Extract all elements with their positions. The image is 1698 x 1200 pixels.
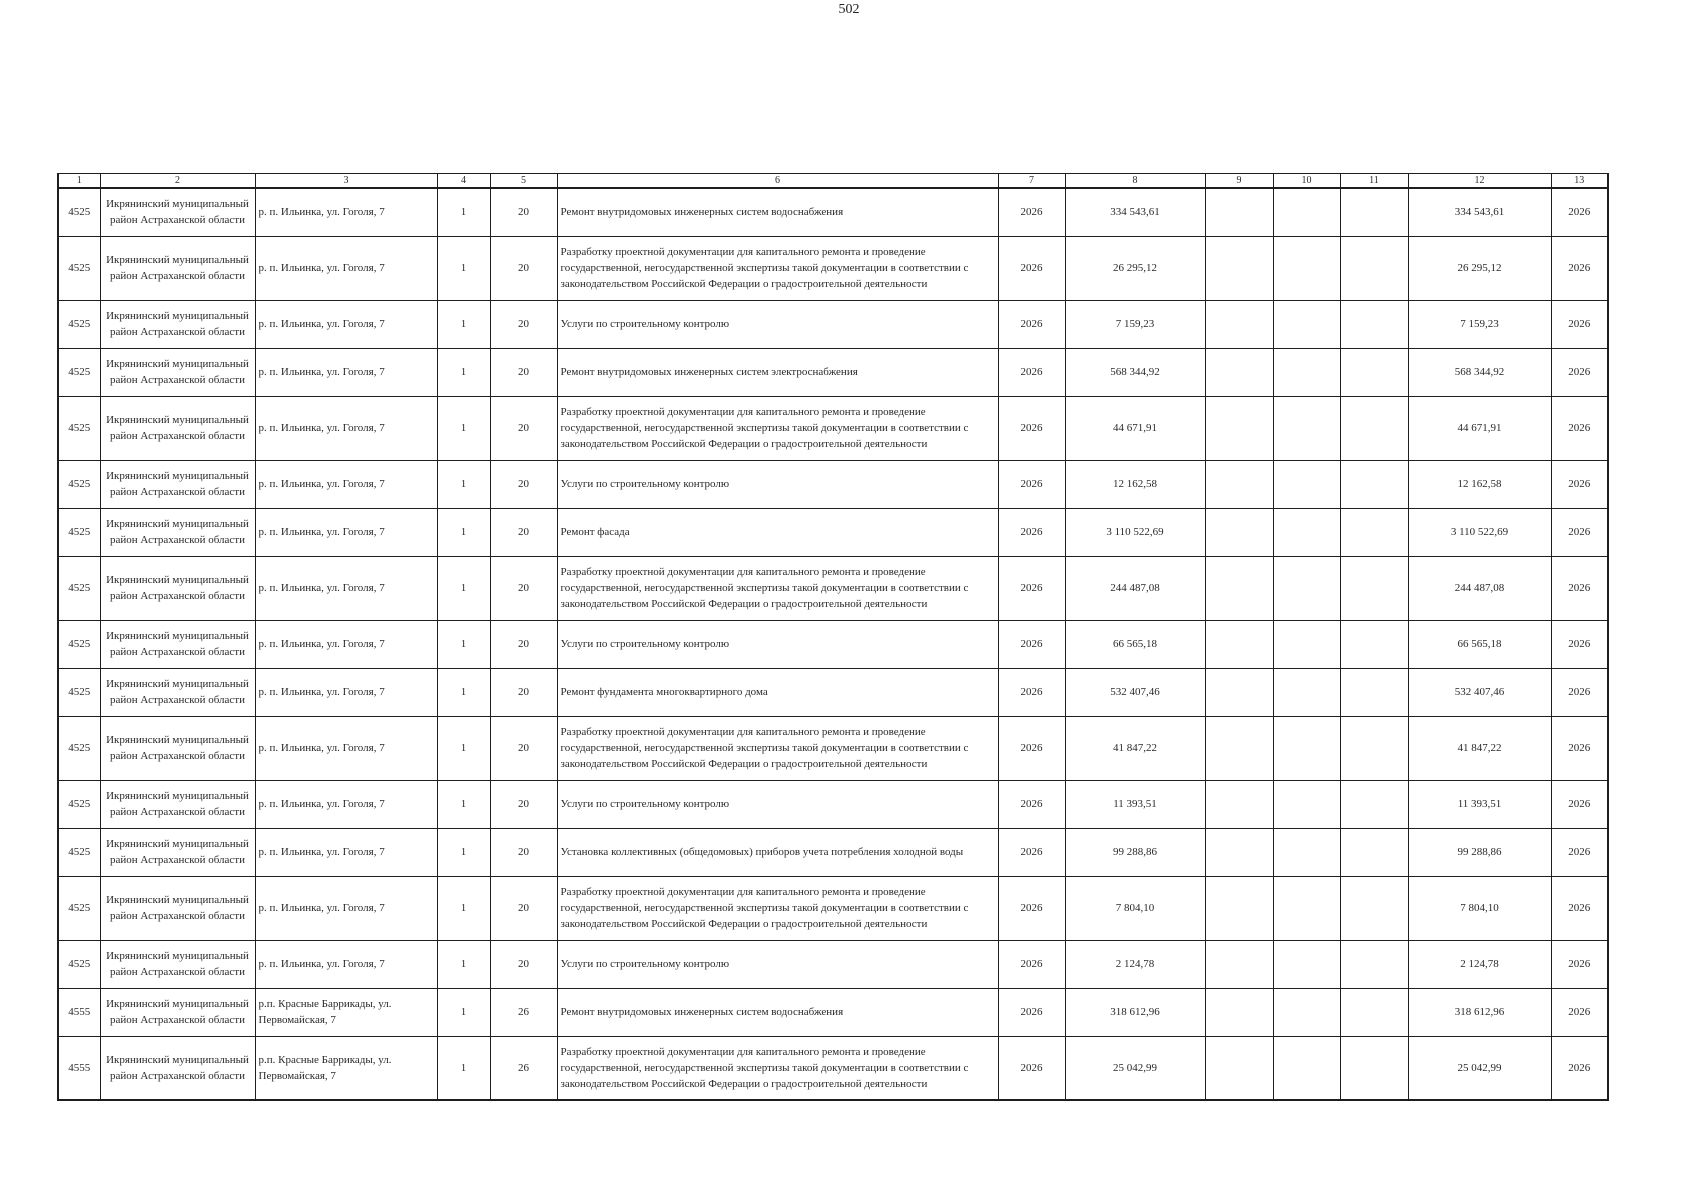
col5-cell: 20	[490, 780, 557, 828]
work-type-cell: Ремонт фундамента многоквартирного дома	[557, 668, 998, 716]
row-id-cell: 4555	[58, 1036, 100, 1100]
table-row	[58, 668, 1608, 716]
cost-cell: 7 159,23	[1065, 300, 1205, 348]
col4-cell: 1	[437, 188, 490, 236]
col5-cell: 20	[490, 460, 557, 508]
table-header	[58, 174, 1608, 189]
address-cell: р. п. Ильинка, ул. Гоголя, 7	[255, 940, 437, 988]
cost-cell: 318 612,96	[1065, 988, 1205, 1036]
municipality-cell: Икрянинский муниципальный район Астраханской области	[100, 780, 255, 828]
row-id-cell: 4525	[58, 876, 100, 940]
municipality-cell: Икрянинский муниципальный район Астраханской области	[100, 620, 255, 668]
col5-cell: 26	[490, 1036, 557, 1100]
address-cell: р. п. Ильинка, ул. Гоголя, 7	[255, 188, 437, 236]
column-header-9: 9	[1205, 174, 1273, 189]
table-row	[58, 236, 1608, 300]
col10-cell	[1273, 348, 1340, 396]
work-type-cell: Разработку проектной документации для капитального ремонта и проведение государственной, негосударственной экспертизы такой документации в соответствии с законодательством Российской Федерации о градостроительной деятельности	[557, 396, 998, 460]
year-cell: 2026	[998, 780, 1065, 828]
col5-cell: 20	[490, 300, 557, 348]
municipality-cell: Икрянинский муниципальный район Астраханской области	[100, 668, 255, 716]
col9-cell	[1205, 940, 1273, 988]
col5-cell: 26	[490, 988, 557, 1036]
work-type-cell: Разработку проектной документации для капитального ремонта и проведение государственной, негосударственной экспертизы такой документации в соответствии с законодательством Российской Федерации о градостроительной деятельности	[557, 876, 998, 940]
address-cell: р. п. Ильинка, ул. Гоголя, 7	[255, 876, 437, 940]
table-row	[58, 188, 1608, 236]
col10-cell	[1273, 460, 1340, 508]
col9-cell	[1205, 828, 1273, 876]
municipality-cell: Икрянинский муниципальный район Астраханской области	[100, 460, 255, 508]
end-year-cell: 2026	[1551, 1036, 1608, 1100]
col10-cell	[1273, 668, 1340, 716]
column-header-4: 4	[437, 174, 490, 189]
table-row	[58, 988, 1608, 1036]
row-id-cell: 4525	[58, 188, 100, 236]
end-year-cell: 2026	[1551, 716, 1608, 780]
column-header-11: 11	[1340, 174, 1408, 189]
col10-cell	[1273, 188, 1340, 236]
row-id-cell: 4525	[58, 780, 100, 828]
address-cell: р. п. Ильинка, ул. Гоголя, 7	[255, 828, 437, 876]
col11-cell	[1340, 668, 1408, 716]
total-cell: 244 487,08	[1408, 556, 1551, 620]
end-year-cell: 2026	[1551, 300, 1608, 348]
total-cell: 26 295,12	[1408, 236, 1551, 300]
table-body	[58, 188, 1608, 1100]
address-cell: р.п. Красные Баррикады, ул. Первомайская, 7	[255, 988, 437, 1036]
cost-cell: 99 288,86	[1065, 828, 1205, 876]
column-header-13: 13	[1551, 174, 1608, 189]
municipality-cell: Икрянинский муниципальный район Астраханской области	[100, 828, 255, 876]
column-header-12: 12	[1408, 174, 1551, 189]
col9-cell	[1205, 396, 1273, 460]
row-id-cell: 4525	[58, 348, 100, 396]
col4-cell: 1	[437, 876, 490, 940]
address-cell: р.п. Красные Баррикады, ул. Первомайская, 7	[255, 1036, 437, 1100]
row-id-cell: 4525	[58, 668, 100, 716]
work-type-cell: Услуги по строительному контролю	[557, 460, 998, 508]
work-type-cell: Услуги по строительному контролю	[557, 300, 998, 348]
col4-cell: 1	[437, 780, 490, 828]
table-row	[58, 396, 1608, 460]
work-type-cell: Услуги по строительному контролю	[557, 940, 998, 988]
col11-cell	[1340, 780, 1408, 828]
col5-cell: 20	[490, 940, 557, 988]
col11-cell	[1340, 460, 1408, 508]
row-id-cell: 4525	[58, 236, 100, 300]
col9-cell	[1205, 188, 1273, 236]
total-cell: 2 124,78	[1408, 940, 1551, 988]
col11-cell	[1340, 716, 1408, 780]
row-id-cell: 4525	[58, 508, 100, 556]
year-cell: 2026	[998, 396, 1065, 460]
col11-cell	[1340, 828, 1408, 876]
col4-cell: 1	[437, 300, 490, 348]
year-cell: 2026	[998, 940, 1065, 988]
col4-cell: 1	[437, 940, 490, 988]
row-id-cell: 4525	[58, 556, 100, 620]
col4-cell: 1	[437, 460, 490, 508]
col11-cell	[1340, 348, 1408, 396]
cost-cell: 11 393,51	[1065, 780, 1205, 828]
row-id-cell: 4525	[58, 620, 100, 668]
total-cell: 568 344,92	[1408, 348, 1551, 396]
end-year-cell: 2026	[1551, 620, 1608, 668]
col5-cell: 20	[490, 188, 557, 236]
col11-cell	[1340, 1036, 1408, 1100]
year-cell: 2026	[998, 556, 1065, 620]
end-year-cell: 2026	[1551, 780, 1608, 828]
column-header-2: 2	[100, 174, 255, 189]
cost-cell: 44 671,91	[1065, 396, 1205, 460]
address-cell: р. п. Ильинка, ул. Гоголя, 7	[255, 780, 437, 828]
year-cell: 2026	[998, 716, 1065, 780]
end-year-cell: 2026	[1551, 236, 1608, 300]
work-type-cell: Разработку проектной документации для капитального ремонта и проведение государственной, негосударственной экспертизы такой документации в соответствии с законодательством Российской Федерации о градостроительной деятельности	[557, 556, 998, 620]
col4-cell: 1	[437, 620, 490, 668]
table-row	[58, 300, 1608, 348]
col4-cell: 1	[437, 716, 490, 780]
end-year-cell: 2026	[1551, 460, 1608, 508]
column-header-7: 7	[998, 174, 1065, 189]
total-cell: 3 110 522,69	[1408, 508, 1551, 556]
col10-cell	[1273, 556, 1340, 620]
col4-cell: 1	[437, 508, 490, 556]
cost-cell: 26 295,12	[1065, 236, 1205, 300]
col4-cell: 1	[437, 236, 490, 300]
col5-cell: 20	[490, 876, 557, 940]
col10-cell	[1273, 396, 1340, 460]
table-row	[58, 1036, 1608, 1100]
cost-cell: 2 124,78	[1065, 940, 1205, 988]
year-cell: 2026	[998, 188, 1065, 236]
row-id-cell: 4525	[58, 300, 100, 348]
work-type-cell: Услуги по строительному контролю	[557, 620, 998, 668]
address-cell: р. п. Ильинка, ул. Гоголя, 7	[255, 620, 437, 668]
col10-cell	[1273, 828, 1340, 876]
work-type-cell: Разработку проектной документации для капитального ремонта и проведение государственной, негосударственной экспертизы такой документации в соответствии с законодательством Российской Федерации о градостроительной деятельности	[557, 1036, 998, 1100]
col10-cell	[1273, 300, 1340, 348]
total-cell: 11 393,51	[1408, 780, 1551, 828]
end-year-cell: 2026	[1551, 396, 1608, 460]
table-row	[58, 876, 1608, 940]
total-cell: 99 288,86	[1408, 828, 1551, 876]
col9-cell	[1205, 780, 1273, 828]
end-year-cell: 2026	[1551, 828, 1608, 876]
cost-cell: 3 110 522,69	[1065, 508, 1205, 556]
address-cell: р. п. Ильинка, ул. Гоголя, 7	[255, 556, 437, 620]
col9-cell	[1205, 988, 1273, 1036]
cost-cell: 25 042,99	[1065, 1036, 1205, 1100]
table-row	[58, 620, 1608, 668]
col4-cell: 1	[437, 396, 490, 460]
col5-cell: 20	[490, 556, 557, 620]
municipality-cell: Икрянинский муниципальный район Астраханской области	[100, 556, 255, 620]
col10-cell	[1273, 940, 1340, 988]
col4-cell: 1	[437, 828, 490, 876]
year-cell: 2026	[998, 236, 1065, 300]
municipality-cell: Икрянинский муниципальный район Астраханской области	[100, 188, 255, 236]
column-header-10: 10	[1273, 174, 1340, 189]
cost-cell: 7 804,10	[1065, 876, 1205, 940]
row-id-cell: 4525	[58, 716, 100, 780]
address-cell: р. п. Ильинка, ул. Гоголя, 7	[255, 668, 437, 716]
address-cell: р. п. Ильинка, ул. Гоголя, 7	[255, 716, 437, 780]
col11-cell	[1340, 508, 1408, 556]
end-year-cell: 2026	[1551, 668, 1608, 716]
year-cell: 2026	[998, 876, 1065, 940]
total-cell: 25 042,99	[1408, 1036, 1551, 1100]
end-year-cell: 2026	[1551, 876, 1608, 940]
col5-cell: 20	[490, 508, 557, 556]
header-row	[58, 174, 1608, 189]
end-year-cell: 2026	[1551, 188, 1608, 236]
col10-cell	[1273, 876, 1340, 940]
col5-cell: 20	[490, 668, 557, 716]
col9-cell	[1205, 620, 1273, 668]
work-type-cell: Установка коллективных (общедомовых) приборов учета потребления холодной воды	[557, 828, 998, 876]
row-id-cell: 4525	[58, 460, 100, 508]
column-header-8: 8	[1065, 174, 1205, 189]
col11-cell	[1340, 988, 1408, 1036]
year-cell: 2026	[998, 348, 1065, 396]
col9-cell	[1205, 348, 1273, 396]
col5-cell: 20	[490, 348, 557, 396]
year-cell: 2026	[998, 988, 1065, 1036]
col10-cell	[1273, 620, 1340, 668]
total-cell: 532 407,46	[1408, 668, 1551, 716]
municipality-cell: Икрянинский муниципальный район Астраханской области	[100, 396, 255, 460]
col9-cell	[1205, 556, 1273, 620]
col11-cell	[1340, 620, 1408, 668]
municipality-cell: Икрянинский муниципальный район Астраханской области	[100, 348, 255, 396]
work-type-cell: Ремонт фасада	[557, 508, 998, 556]
end-year-cell: 2026	[1551, 508, 1608, 556]
work-type-cell: Разработку проектной документации для капитального ремонта и проведение государственной, негосударственной экспертизы такой документации в соответствии с законодательством Российской Федерации о градостроительной деятельности	[557, 236, 998, 300]
work-type-cell: Ремонт внутридомовых инженерных систем водоснабжения	[557, 188, 998, 236]
table-row	[58, 828, 1608, 876]
total-cell: 44 671,91	[1408, 396, 1551, 460]
col9-cell	[1205, 236, 1273, 300]
municipality-cell: Икрянинский муниципальный район Астраханской области	[100, 508, 255, 556]
table-row	[58, 556, 1608, 620]
col11-cell	[1340, 396, 1408, 460]
col10-cell	[1273, 716, 1340, 780]
municipality-cell: Икрянинский муниципальный район Астраханской области	[100, 876, 255, 940]
municipality-cell: Икрянинский муниципальный район Астраханской области	[100, 988, 255, 1036]
address-cell: р. п. Ильинка, ул. Гоголя, 7	[255, 236, 437, 300]
total-cell: 318 612,96	[1408, 988, 1551, 1036]
col10-cell	[1273, 236, 1340, 300]
year-cell: 2026	[998, 1036, 1065, 1100]
table-row	[58, 716, 1608, 780]
total-cell: 334 543,61	[1408, 188, 1551, 236]
capital-repair-table	[57, 173, 1609, 1101]
col5-cell: 20	[490, 396, 557, 460]
total-cell: 41 847,22	[1408, 716, 1551, 780]
cost-cell: 334 543,61	[1065, 188, 1205, 236]
total-cell: 12 162,58	[1408, 460, 1551, 508]
col4-cell: 1	[437, 988, 490, 1036]
end-year-cell: 2026	[1551, 988, 1608, 1036]
cost-cell: 41 847,22	[1065, 716, 1205, 780]
col11-cell	[1340, 556, 1408, 620]
address-cell: р. п. Ильинка, ул. Гоголя, 7	[255, 300, 437, 348]
work-type-cell: Разработку проектной документации для капитального ремонта и проведение государственной, негосударственной экспертизы такой документации в соответствии с законодательством Российской Федерации о градостроительной деятельности	[557, 716, 998, 780]
col11-cell	[1340, 940, 1408, 988]
col10-cell	[1273, 780, 1340, 828]
cost-cell: 66 565,18	[1065, 620, 1205, 668]
total-cell: 66 565,18	[1408, 620, 1551, 668]
year-cell: 2026	[998, 828, 1065, 876]
col4-cell: 1	[437, 348, 490, 396]
cost-cell: 244 487,08	[1065, 556, 1205, 620]
work-type-cell: Ремонт внутридомовых инженерных систем водоснабжения	[557, 988, 998, 1036]
col10-cell	[1273, 988, 1340, 1036]
end-year-cell: 2026	[1551, 348, 1608, 396]
year-cell: 2026	[998, 508, 1065, 556]
total-cell: 7 159,23	[1408, 300, 1551, 348]
table-row	[58, 780, 1608, 828]
col4-cell: 1	[437, 1036, 490, 1100]
col11-cell	[1340, 300, 1408, 348]
col5-cell: 20	[490, 236, 557, 300]
row-id-cell: 4525	[58, 940, 100, 988]
table-row	[58, 460, 1608, 508]
year-cell: 2026	[998, 460, 1065, 508]
end-year-cell: 2026	[1551, 556, 1608, 620]
municipality-cell: Икрянинский муниципальный район Астраханской области	[100, 300, 255, 348]
work-type-cell: Услуги по строительному контролю	[557, 780, 998, 828]
address-cell: р. п. Ильинка, ул. Гоголя, 7	[255, 460, 437, 508]
col10-cell	[1273, 508, 1340, 556]
column-header-5: 5	[490, 174, 557, 189]
total-cell: 7 804,10	[1408, 876, 1551, 940]
table-row	[58, 940, 1608, 988]
address-cell: р. п. Ильинка, ул. Гоголя, 7	[255, 396, 437, 460]
col9-cell	[1205, 300, 1273, 348]
col4-cell: 1	[437, 556, 490, 620]
year-cell: 2026	[998, 620, 1065, 668]
col9-cell	[1205, 1036, 1273, 1100]
col5-cell: 20	[490, 716, 557, 780]
column-header-3: 3	[255, 174, 437, 189]
col9-cell	[1205, 460, 1273, 508]
table-row	[58, 508, 1608, 556]
end-year-cell: 2026	[1551, 940, 1608, 988]
table-row	[58, 348, 1608, 396]
col11-cell	[1340, 188, 1408, 236]
cost-cell: 532 407,46	[1065, 668, 1205, 716]
col9-cell	[1205, 716, 1273, 780]
page-number: 502	[838, 2, 860, 17]
col9-cell	[1205, 508, 1273, 556]
municipality-cell: Икрянинский муниципальный район Астраханской области	[100, 716, 255, 780]
year-cell: 2026	[998, 300, 1065, 348]
address-cell: р. п. Ильинка, ул. Гоголя, 7	[255, 348, 437, 396]
col10-cell	[1273, 1036, 1340, 1100]
row-id-cell: 4525	[58, 396, 100, 460]
cost-cell: 568 344,92	[1065, 348, 1205, 396]
year-cell: 2026	[998, 668, 1065, 716]
column-header-6: 6	[557, 174, 998, 189]
work-type-cell: Ремонт внутридомовых инженерных систем электроснабжения	[557, 348, 998, 396]
column-header-1: 1	[58, 174, 100, 189]
col11-cell	[1340, 236, 1408, 300]
address-cell: р. п. Ильинка, ул. Гоголя, 7	[255, 508, 437, 556]
municipality-cell: Икрянинский муниципальный район Астраханской области	[100, 1036, 255, 1100]
col5-cell: 20	[490, 620, 557, 668]
row-id-cell: 4525	[58, 828, 100, 876]
col9-cell	[1205, 668, 1273, 716]
municipality-cell: Икрянинский муниципальный район Астраханской области	[100, 236, 255, 300]
row-id-cell: 4555	[58, 988, 100, 1036]
col9-cell	[1205, 876, 1273, 940]
municipality-cell: Икрянинский муниципальный район Астраханской области	[100, 940, 255, 988]
col5-cell: 20	[490, 828, 557, 876]
col4-cell: 1	[437, 668, 490, 716]
col11-cell	[1340, 876, 1408, 940]
cost-cell: 12 162,58	[1065, 460, 1205, 508]
